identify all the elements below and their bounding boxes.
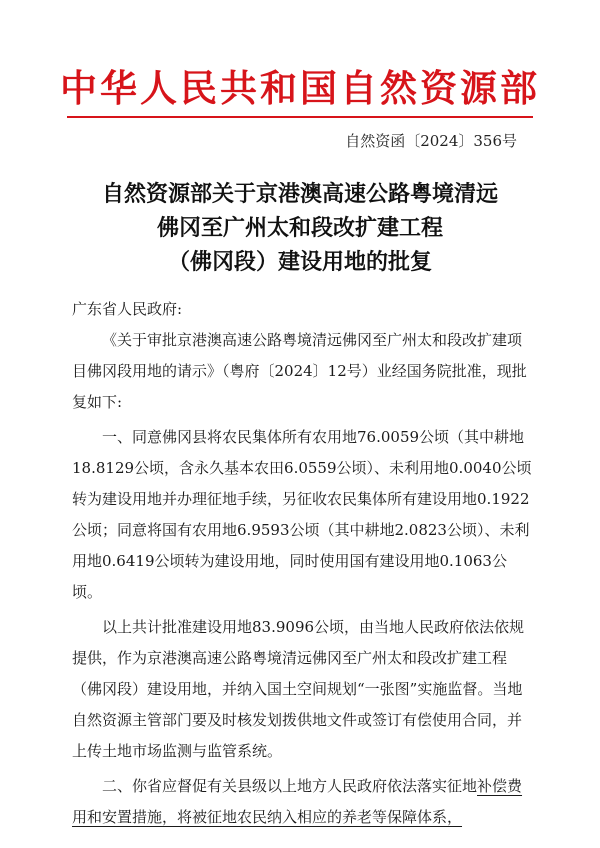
title-line-1: 自然资源部关于京港澳高速公路粤境清远 xyxy=(101,181,498,207)
issuer-masthead: 中华人民共和国自然资源部 xyxy=(60,67,540,110)
red-divider-line xyxy=(67,116,533,118)
paragraph-request: 《关于审批京港澳高速公路粤境清远佛冈至广州太和段改扩建项目佛冈段用地的请示》（粤府〔2024〕12号）业经国务院批准，现批复如下: xyxy=(72,331,527,411)
title-line-2: 佛冈至广州太和段改扩建工程 xyxy=(156,215,443,241)
paragraph-total-land: 以上共计批准建设用地83.9096公顷，由当地人民政府依法依规提供，作为京港澳高速公路粤境清远佛冈至广州太和段改扩建工程（佛冈段）建设用地，并纳入国土空间规划“一张图”实施监督。当地自然资源主管部门要及时核发划拨供地文件或签订有偿使用合同，并上传土地市场监测与监管系统。 xyxy=(72,618,525,760)
title-line-3: （佛冈段）建设用地的批复 xyxy=(167,249,432,275)
salutation: 广东省人民政府: xyxy=(72,300,183,318)
underlined-text: 补偿费用和安置措施，将被征地农民纳入相应的养老等保障体系， xyxy=(72,777,523,826)
document-title xyxy=(0,177,600,279)
document-body xyxy=(72,294,534,837)
paragraph-approval-item-1: 一、同意佛冈县将农民集体所有农用地76.0059公顷（其中耕地18.8129公顷，含永久基本农田6.0559公顷）、未利用地0.0040公顷转为建设用地并办理征地手续，另征收农民集体所有建设用地0.1922公顷；同意将国有农用地6.9593公顷（其中耕地2.0823公顷）、未利用地0.6419公顷转为建设用地，同时使用国有建设用地0.1063公顷。 xyxy=(72,428,532,601)
paragraph-item-2 xyxy=(72,771,534,833)
document-number: 自然资函〔2024〕356号 xyxy=(345,132,517,150)
paragraph-item-2-start: 二、你省应督促有关县级以上地方人民政府依法落实征地 xyxy=(102,777,478,795)
